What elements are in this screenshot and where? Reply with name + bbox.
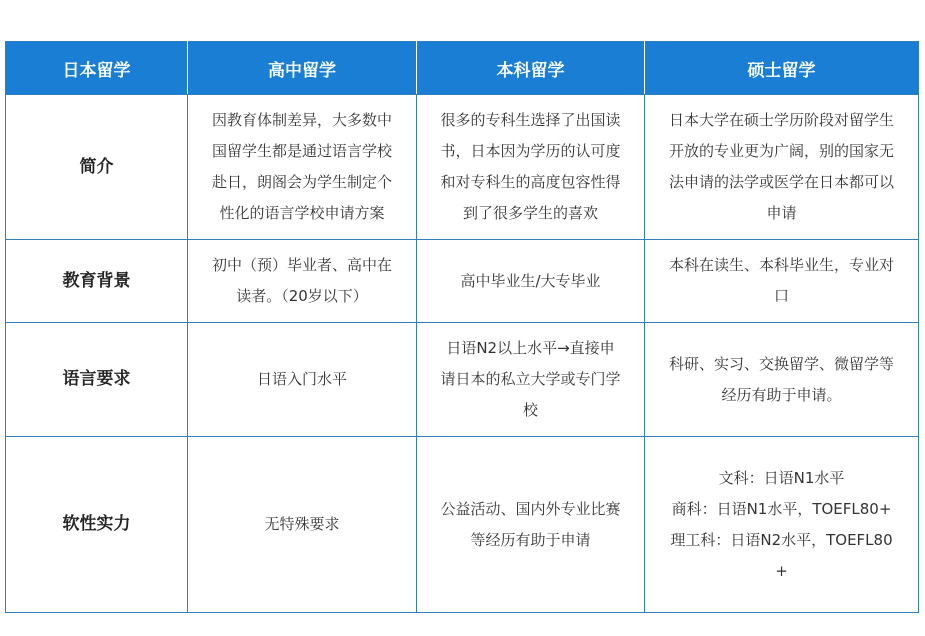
cell-introduction-undergraduate: [417, 95, 645, 240]
cell-education-high-school: [188, 240, 417, 323]
header-high-school-study: 高中留学: [188, 42, 417, 95]
cell-introduction-high-school: [188, 95, 417, 240]
cell-line: 科研、实习、交换留学、微留学等: [668, 354, 894, 373]
cell-line: 校: [522, 401, 538, 419]
cell-language-masters: [645, 323, 919, 437]
cell-line: 经历有助于申请。: [721, 385, 842, 404]
cell-language-undergraduate: [417, 323, 645, 437]
cell-line: 到了很多学生的喜欢: [462, 204, 598, 222]
cell-line: 赴日，朗阁会为学生制定个: [211, 173, 392, 191]
cell-line: 很多的专科生选择了出国读: [440, 111, 621, 129]
cell-line: 日本大学在硕士学历阶段对留学生: [668, 111, 894, 129]
cell-line: 申请: [766, 204, 797, 222]
cell-education-masters: [645, 240, 919, 323]
cell-line: 高中毕业生/大专毕业: [460, 271, 601, 290]
study-in-japan-table-container: [5, 41, 918, 613]
cell-line: 日语N2以上水平→直接申: [446, 339, 615, 357]
cell-line: 等经历有助于申请: [470, 530, 591, 549]
study-in-japan-comparison-table: [5, 41, 919, 613]
cell-line: 性化的语言学校申请方案: [219, 204, 385, 222]
cell-line: 开放的专业更为广阔，别的国家无: [668, 142, 894, 160]
cell-line: 读者。（20岁以下）: [236, 287, 368, 305]
cell-line: 商科：日语N1水平，TOEFL80+: [671, 499, 892, 518]
cell-language-high-school: [188, 323, 417, 437]
cell-line: 书，日本因为学历的认可度: [440, 142, 621, 160]
header-japan-study: 日本留学: [6, 42, 188, 95]
cell-soft-skills-high-school: [188, 437, 417, 613]
cell-line: 文科：日语N1水平: [718, 468, 845, 487]
cell-line: 国留学生都是通过语言学校: [211, 142, 392, 160]
cell-line: +: [775, 561, 788, 580]
header-masters-study: 硕士留学: [645, 42, 919, 95]
cell-introduction-masters: [645, 95, 919, 240]
cell-line: 本科在读生、本科毕业生，专业对: [668, 256, 894, 274]
cell-line: 口: [773, 287, 789, 305]
cell-line: 请日本的私立大学或专门学: [440, 370, 621, 388]
cell-line: 法申请的法学或医学在日本都可以: [668, 173, 894, 191]
row-label-soft-skills: 软性实力: [6, 437, 188, 613]
cell-soft-skills-masters: [645, 437, 919, 613]
cell-line: 公益活动、国内外专业比赛: [440, 499, 621, 518]
table-row-introduction: [6, 95, 919, 240]
table-row-soft-skills: [6, 437, 919, 613]
row-label-education-background: 教育背景: [6, 240, 188, 323]
cell-line: 初中（预）毕业者、高中在: [211, 256, 392, 274]
table-row-language-requirement: [6, 323, 919, 437]
cell-line: 和对专科生的高度包容性得: [440, 173, 621, 191]
cell-line: 理工科：日语N2水平，TOEFL80: [670, 530, 893, 549]
header-undergraduate-study: 本科留学: [417, 42, 645, 95]
row-label-introduction: 简介: [6, 95, 188, 240]
table-row-education-background: [6, 240, 919, 323]
row-label-language-requirement: 语言要求: [6, 323, 188, 437]
cell-line: 无特殊要求: [264, 515, 340, 533]
table-header-row: [6, 42, 919, 95]
cell-line: 日语入门水平: [256, 370, 347, 388]
cell-soft-skills-undergraduate: [417, 437, 645, 613]
cell-education-undergraduate: [417, 240, 645, 323]
cell-line: 因教育体制差异，大多数中: [211, 111, 392, 129]
